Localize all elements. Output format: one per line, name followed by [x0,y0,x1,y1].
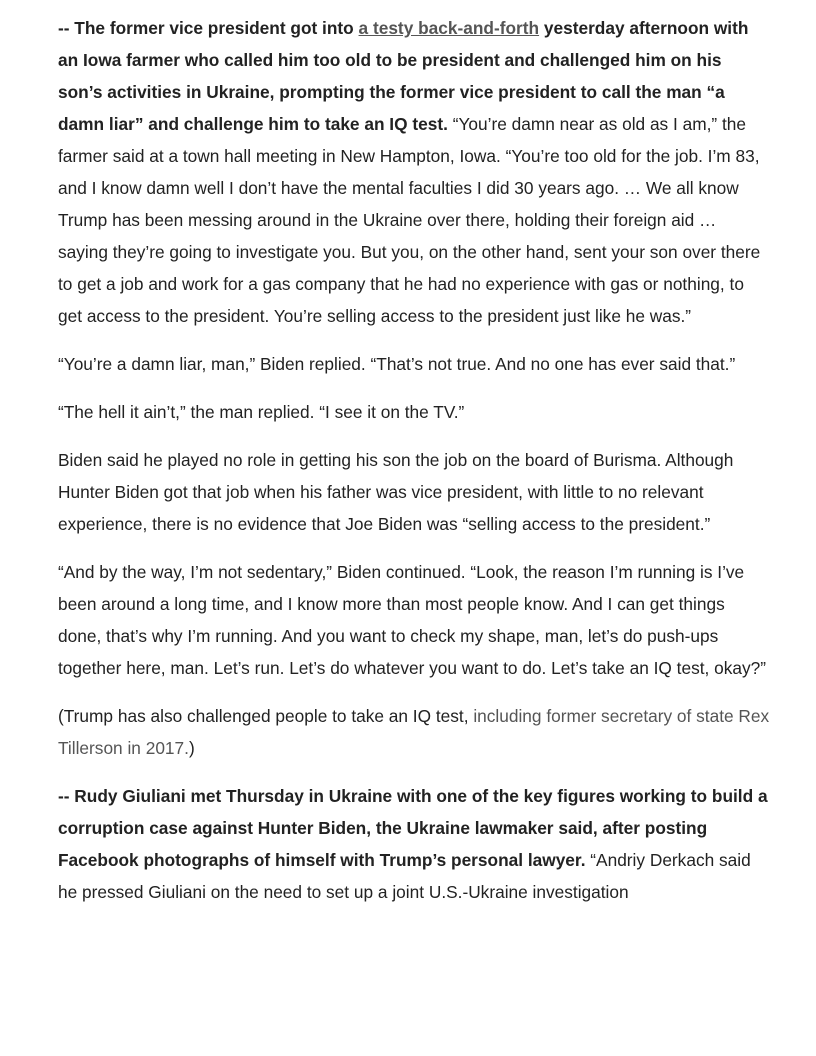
derkach-quote: “Andriy Derkach said he pressed Giuliani on the need to set up a joint U.S.-Ukraine investigation [58,850,751,902]
paragraph-biden-reply [58,348,770,380]
sedentary-quote: “And by the way, I’m not sedentary,” Biden continued. “Look, the reason I’m running is I’ve been around a long time, and I know more than most people know. And I can get things done, that’s why I’m running. And you want to check my shape, man, let’s do push-ups together here, man. Let’s run. Let’s do whatever you want to do. Let’s take an IQ test, okay?” [58,562,766,678]
paragraph-giuliani [58,780,770,908]
paragraph-trump-iq-test [58,700,770,764]
closing-paren: ) [188,738,195,758]
giuliani-lede: -- Rudy Giuliani met Thursday in Ukraine with one of the key figures working to build a corruption case against Hunter Biden, the Ukraine lawmaker said, after posting Facebook photographs of himself with Trump’s personal lawyer. [58,786,768,870]
farmer-quote: “You’re damn near as old as I am,” the farmer said at a town hall meeting in New Hampton, Iowa. “You’re too old for the job. I’m 83, and I know damn well I don’t have the mental faculties I did 30 years ago. … We all know Trump has been messing around in the Ukraine over there, holding their foreign aid … saying they’re going to investigate you. But you, on the other hand, sent your son over there to get a job and work for a gas company that he had no experience with gas or nothing, to get access to the president. You’re selling access to the president just like he was.” [58,114,761,326]
paragraph-biden-iowa-farmer [58,12,770,332]
lede-text-1: -- The former vice president got into [58,18,359,38]
man-reply-text: “The hell it ain’t,” the man replied. “I see it on the TV.” [58,402,465,422]
testy-exchange-link[interactable]: a testy back-and-forth [358,18,540,38]
lede-text-2: yesterday afternoon with an Iowa farmer who called him too old to be president and challenged him on his son’s activities in Ukraine, prompting the former vice president to call the man “a damn liar” and challenge him to take an IQ test. [58,18,749,134]
paragraph-burisma [58,444,770,540]
burisma-text: Biden said he played no role in getting his son the job on the board of Burisma. Although Hunter Biden got that job when his father was vice president, with little to no relevant experience, there is no evidence that Joe Biden was “selling access to the president.” [58,450,734,534]
article-body [58,12,770,924]
trump-iq-text: (Trump has also challenged people to take an IQ test, [58,706,474,726]
biden-reply-text: “You’re a damn liar, man,” Biden replied. “That’s not true. And no one has ever said that.” [58,354,736,374]
paragraph-man-reply [58,396,770,428]
tillerson-link[interactable]: including former secretary of state Rex Tillerson in 2017. [58,706,770,758]
paragraph-not-sedentary [58,556,770,684]
